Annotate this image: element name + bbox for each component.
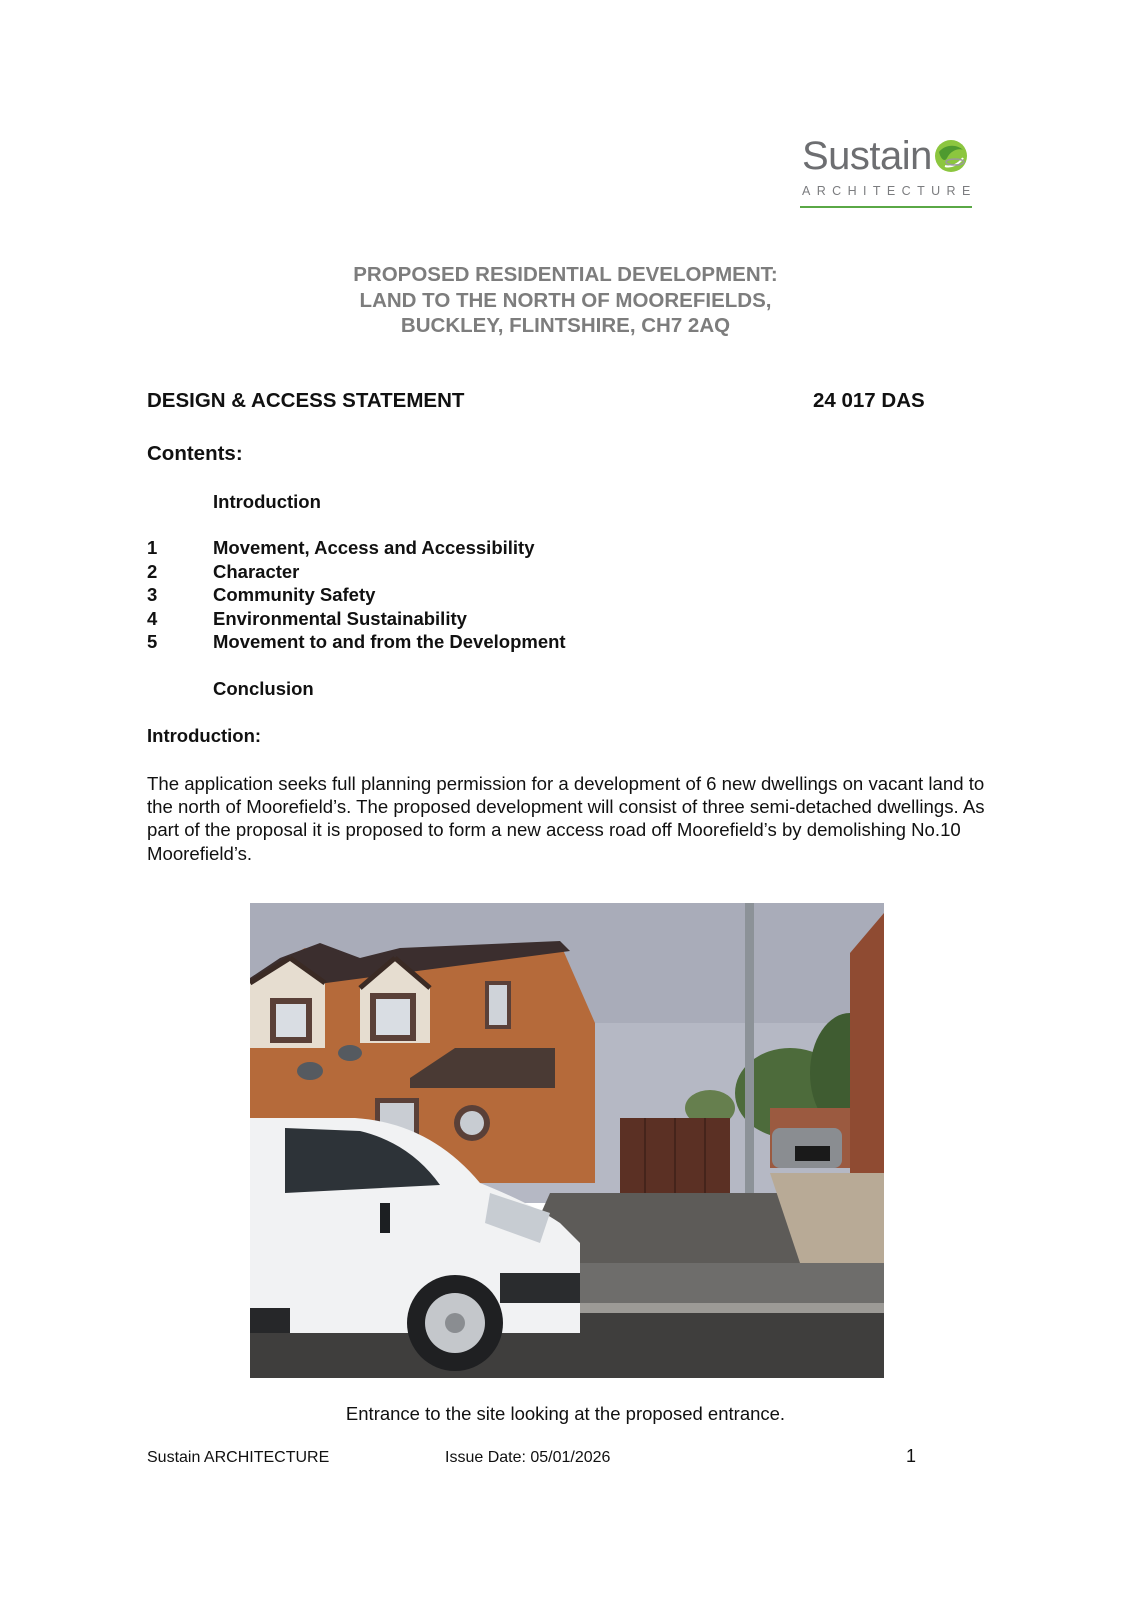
toc-item-number: 3 — [147, 584, 158, 605]
photo-caption: Entrance to the site looking at the proposed entrance. — [345, 1403, 786, 1424]
toc-item-label: Community Safety — [213, 584, 376, 605]
page-number: 1 — [906, 1446, 917, 1466]
toc-item-label: Environmental Sustainability — [213, 607, 467, 629]
site-entrance-photo — [250, 903, 884, 1378]
toc-item-number: 4 — [147, 607, 158, 629]
toc-item-number: 2 — [147, 560, 158, 582]
toc-item-number: 1 — [147, 537, 158, 558]
toc-item — [147, 583, 566, 607]
introduction-heading: Introduction: — [147, 725, 262, 746]
toc-introduction: Introduction — [213, 491, 321, 512]
toc-item — [147, 630, 566, 654]
introduction-paragraph: The application seeks full planning permission for a development of 6 new dwellings on vacant land to the north of Moorefield’s. The proposed development will consist of three semi-detached dwellings. As part of the proposal it is proposed to form a new access road off Moorefield’s by demolishing No.10 Moorefield’s. — [147, 773, 985, 864]
logo-underline — [800, 206, 972, 208]
document-reference: 24 017 DAS — [813, 389, 925, 412]
toc-conclusion: Conclusion — [213, 678, 314, 699]
toc-item-label: Character — [213, 560, 300, 582]
company-logo — [800, 134, 980, 214]
toc-item — [147, 607, 566, 631]
footer-issue-date: Issue Date: 05/01/2026 — [445, 1449, 611, 1466]
document-name: DESIGN & ACCESS STATEMENT — [147, 389, 465, 412]
photo-illustration — [250, 903, 884, 1378]
logo-wordmark: Sustain — [802, 134, 932, 178]
project-title — [0, 262, 1131, 339]
toc-list — [147, 536, 566, 654]
toc-item — [147, 536, 566, 560]
toc-item-number: 5 — [147, 631, 158, 652]
title-line-3: BUCKLEY, FLINTSHIRE, CH7 2AQ — [400, 314, 731, 337]
contents-heading: Contents: — [147, 442, 243, 465]
logo-tagline: ARCHITECTURE — [802, 184, 977, 198]
green-globe-icon — [933, 138, 969, 174]
title-line-2: LAND TO THE NORTH OF MOOREFIELDS, — [359, 288, 772, 312]
toc-item-label: Movement, Access and Accessibility — [213, 537, 535, 558]
title-line-1: PROPOSED RESIDENTIAL DEVELOPMENT: — [353, 263, 778, 286]
toc-item-label: Movement to and from the Development — [213, 631, 566, 652]
footer-company: Sustain ARCHITECTURE — [147, 1449, 330, 1466]
toc-item — [147, 560, 566, 584]
